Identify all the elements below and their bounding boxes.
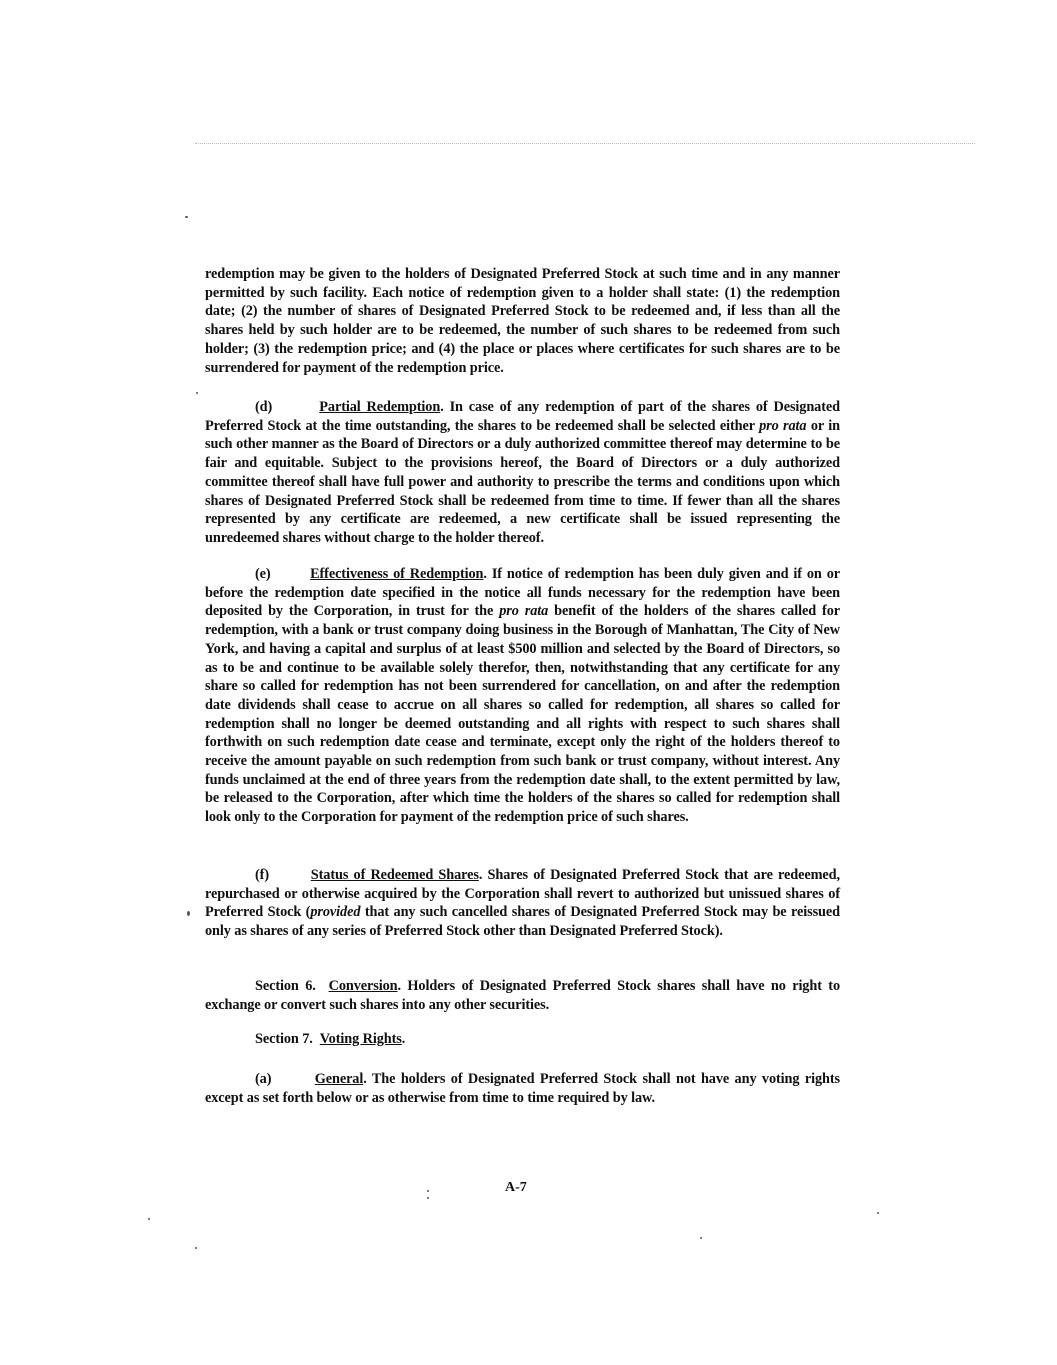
paragraph-partial-redemption bbox=[205, 398, 840, 548]
section-heading: Conversion bbox=[328, 978, 398, 994]
italic-term: provided bbox=[310, 904, 361, 921]
paragraph-text: . Shares of Designated Preferred Stock that are redeemed, repurchased or otherwise acquired by the Corporation shall revert to authorized but unissued shares of Preferred Stock ( bbox=[205, 867, 840, 921]
section-heading: Partial Redemption bbox=[319, 399, 441, 415]
paragraph-label: (a) bbox=[255, 1071, 272, 1087]
italic-term: pro rata bbox=[759, 417, 807, 434]
paragraph-general bbox=[205, 1070, 840, 1107]
scan-speck bbox=[195, 1247, 197, 1249]
section-6-conversion bbox=[205, 977, 840, 1014]
paragraph-text: . The holders of Designated Preferred Stock shall not have any voting rights except as set forth below or as otherwise from time to time required by law. bbox=[205, 1071, 841, 1106]
page-number: A-7 bbox=[505, 1180, 527, 1195]
section-heading: Status of Redeemed Shares bbox=[310, 867, 479, 883]
section-7-voting-rights bbox=[205, 1030, 840, 1049]
scan-speck bbox=[877, 1212, 879, 1214]
paragraph-text: redemption may be given to the holders of Designated Preferred Stock at such time and in any manner permitted by such facility. Each notice of redemption given to a holder shall state: (1) the redemption date; (2) the number of shares of Designated Preferred Stock to be redeemed and, if less than all the shares held by such holder are to be redeemed, the number of such shares to be redeemed from such holder; (3) the redemption price; and (4) the place or places where certificates for such shares are to be surrendered for payment of the redemption price. bbox=[205, 266, 840, 376]
paragraph-text: . In case of any redemption of part of the shares of Designated Preferred Stock at the time outstanding, the shares to be redeemed shall be selected either bbox=[205, 399, 840, 434]
scan-speck bbox=[700, 1237, 702, 1239]
section-heading: General bbox=[314, 1071, 364, 1087]
italic-term: pro rata bbox=[499, 603, 549, 620]
paragraph-text: . bbox=[401, 1031, 406, 1047]
paragraph-label: (d) bbox=[255, 399, 273, 415]
scan-speck bbox=[187, 911, 190, 916]
paragraph-label: (f) bbox=[255, 867, 269, 883]
paragraph-status-of-redeemed-shares bbox=[205, 866, 840, 941]
scan-speck bbox=[196, 392, 198, 394]
scan-speck bbox=[148, 1218, 150, 1220]
paragraph-text: benefit of the holders of the shares called for redemption, with a bank or trust company doing business in the Borough of Manhattan, The City of New York, and having a capital and surplus of at least $500 million and selected by the Board of Directors, so as to be and continue to be available solely therefor, then, notwithstanding that any certificate for any share so called for redemption has not been surrendered for cancellation, on and after the redemption date dividends shall cease to accrue on all shares so called for redemption, all shares so called for redemption shall no longer be deemed outstanding and all rights with respect to such shares shall forthwith on such redemption date cease and terminate, except only the right of the holders thereof to receive the amount payable on such redemption from such bank or trust company, without interest. Any funds unclaimed at the end of three years from the redemption date shall, to the extent permitted by law, be released to the Corporation, after which time the holders of the shares so called for redemption shall look only to the Corporation for payment of the redemption price of such shares. bbox=[205, 603, 840, 826]
paragraph-text: that any such cancelled shares of Designated Preferred Stock may be reissued only as shares of any series of Preferred Stock other than Designated Preferred Stock). bbox=[205, 904, 840, 940]
paragraph-text: . Holders of Designated Preferred Stock shares shall have no right to exchange or convert such shares into any other securities. bbox=[205, 978, 841, 1013]
paragraph-text: . If notice of redemption has been duly given and if on or before the redemption date specified in the notice all funds necessary for the redemption have been deposited by the Corporation, in trust for the bbox=[205, 566, 840, 620]
section-label: Section 7. bbox=[255, 1031, 313, 1047]
section-label: Section 6. bbox=[255, 978, 316, 994]
section-heading: Effectiveness of Redemption bbox=[310, 566, 484, 582]
scan-speck bbox=[185, 216, 188, 218]
scan-speck bbox=[427, 1190, 429, 1192]
paragraph-redemption-notice bbox=[205, 265, 840, 377]
paragraph-text: or in such other manner as the Board of Directors or a duly authorized committee thereof may determine to be fair and equitable. Subject to the provisions hereof, the Board of Directors or a duly authorized committee thereof shall have full power and authority to prescribe the terms and conditions upon which shares of Designated Preferred Stock shall be redeemed from time to time. If fewer than all the shares represented by any certificate are redeemed, a new certificate shall be issued representing the unredeemed shares without charge to the holder thereof. bbox=[205, 417, 840, 546]
scan-artifact-line bbox=[195, 143, 975, 144]
paragraph-label: (e) bbox=[255, 566, 271, 582]
scan-speck bbox=[427, 1197, 429, 1199]
section-heading: Voting Rights bbox=[319, 1031, 402, 1047]
paragraph-effectiveness-of-redemption bbox=[205, 565, 840, 827]
